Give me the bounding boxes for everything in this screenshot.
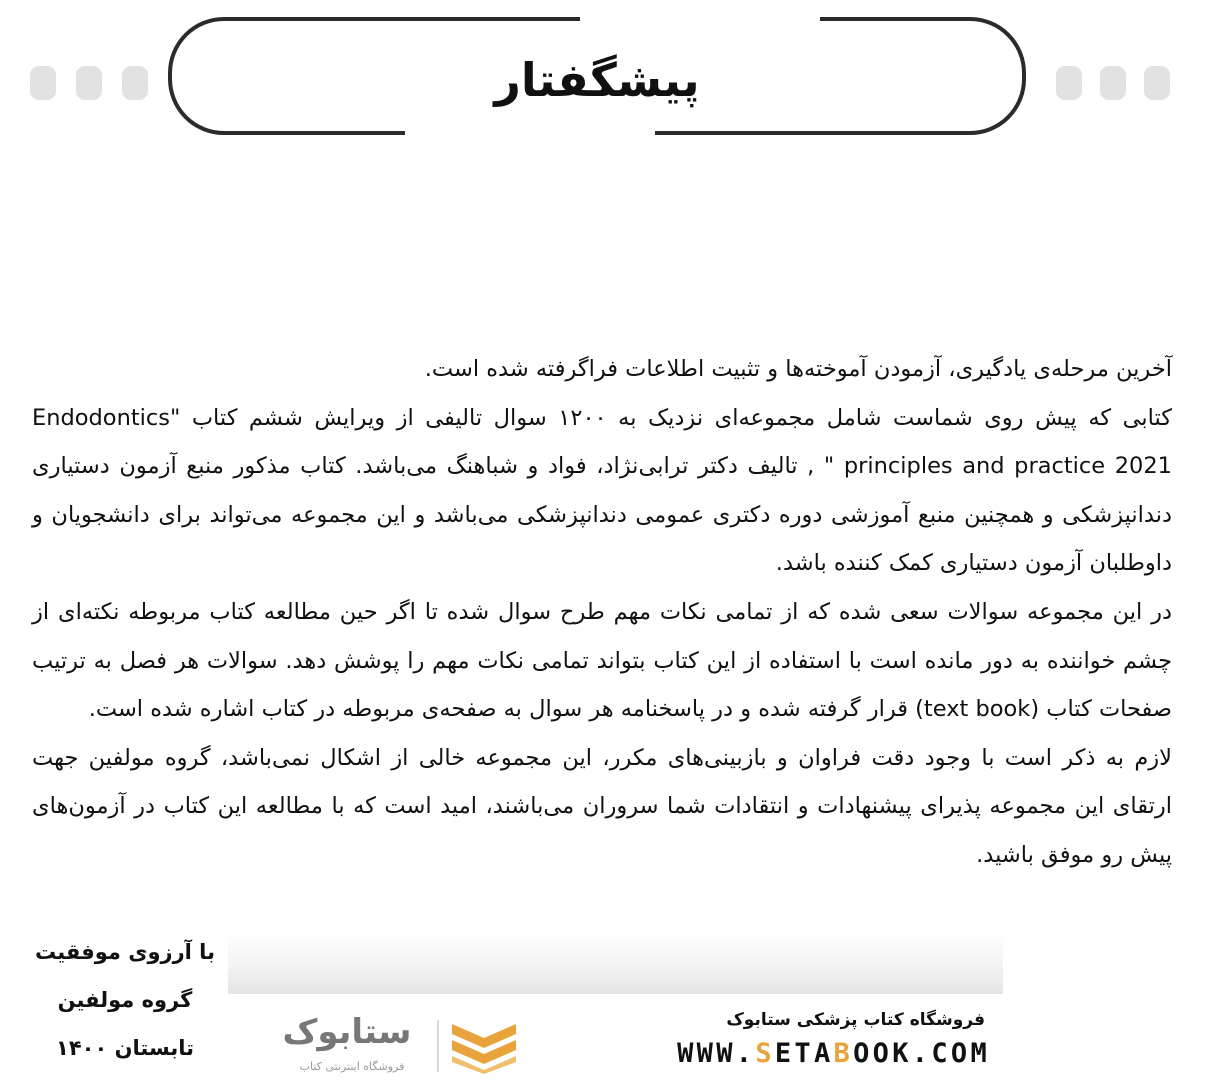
paragraph-method: در این مجموعه سوالات سعی شده که از تمامی نکات مهم طرح سوال شده تا اگر حین مطالعه کتاب مربوطه نکته‌ای از چشم خواننده به دور مانده است با استفاده از این کتاب بتواند تمامی نکات مهم را پوشش دهد. سوالات هر فصل به ترتیب صفحات کتاب (text book) قرار گرفته شده و در پاسخنامه هر سوال به صفحه‌ی مربوطه در کتاب اشاره شده است. [32, 598, 1172, 723]
title-frame-gap-bottom [405, 126, 655, 140]
page-header [0, 0, 1231, 160]
shop-name: فروشگاه کتاب پزشکی ستابوک [726, 1010, 985, 1030]
decorative-dot [30, 66, 56, 100]
logo-tagline: فروشگاه اینترنتی کتاب [299, 1060, 405, 1073]
signature-wish: با آرزوی موفقیت [35, 940, 215, 964]
url-mid: ETA [774, 1038, 834, 1069]
decorative-dot [1100, 66, 1126, 100]
url-suffix: OOK.COM [853, 1038, 990, 1069]
preface-body [32, 345, 1172, 880]
signature-block [30, 928, 220, 1072]
url-prefix: WWW. [677, 1038, 756, 1069]
decorative-dot [1056, 66, 1082, 100]
decorative-dot [122, 66, 148, 100]
url-highlight-b: B [833, 1038, 854, 1069]
signature-authors: گروه مولفین [57, 988, 193, 1012]
setabook-logo [262, 1012, 524, 1080]
paragraph-intro: آخرین مرحله‌ی یادگیری، آزمودن آموخته‌ها و تثبیت اطلاعات فراگرفته شده است. [424, 356, 1172, 382]
paragraph-closing: لازم به ذکر است با وجود دقت فراوان و بازبینی‌های مکرر، این مجموعه خالی از اشکال نمی‌باشد، گروه مولفین جهت ارتقای این مجموعه پذیرای پیشنهادات و انتقادات شما سروران می‌باشند، امید است که با مطالعه این کتاب در آزمون‌های پیش رو موفق باشید. [32, 744, 1172, 868]
book-stack-icon [448, 1020, 520, 1074]
url-highlight-s: S [755, 1038, 775, 1069]
page-title: پیشگفتار [494, 53, 700, 107]
signature-date: تابستان ۱۴۰۰ [56, 1036, 194, 1060]
logo-divider [437, 1020, 439, 1072]
decorative-dot [76, 66, 102, 100]
paragraph-book-description: کتابی که پیش روی شماست شامل مجموعه‌ای نزدیک به ۱۲۰۰ سوال تالیفی از ویرایش ششم کتاب "Endodontics principles and practice 2021 " , تالیف دکتر ترابی‌نژاد، فواد و شباهنگ می‌باشد. کتاب مذکور منبع آزمون دستیاری دندانپزشکی و همچنین منبع آموزشی دوره دکتری عمومی دندانپزشکی می‌باشد و این مجموعه می‌تواند برای دانشجویان و داوطلبان آزمون دستیاری کمک کننده باشد. [32, 404, 1173, 577]
website-url[interactable] [590, 1038, 990, 1069]
footer-banner-shadow [228, 930, 1003, 994]
logo-wordmark: ستابوک [282, 1012, 412, 1052]
decorative-dot [1144, 66, 1170, 100]
title-frame-gap-top [580, 12, 820, 26]
